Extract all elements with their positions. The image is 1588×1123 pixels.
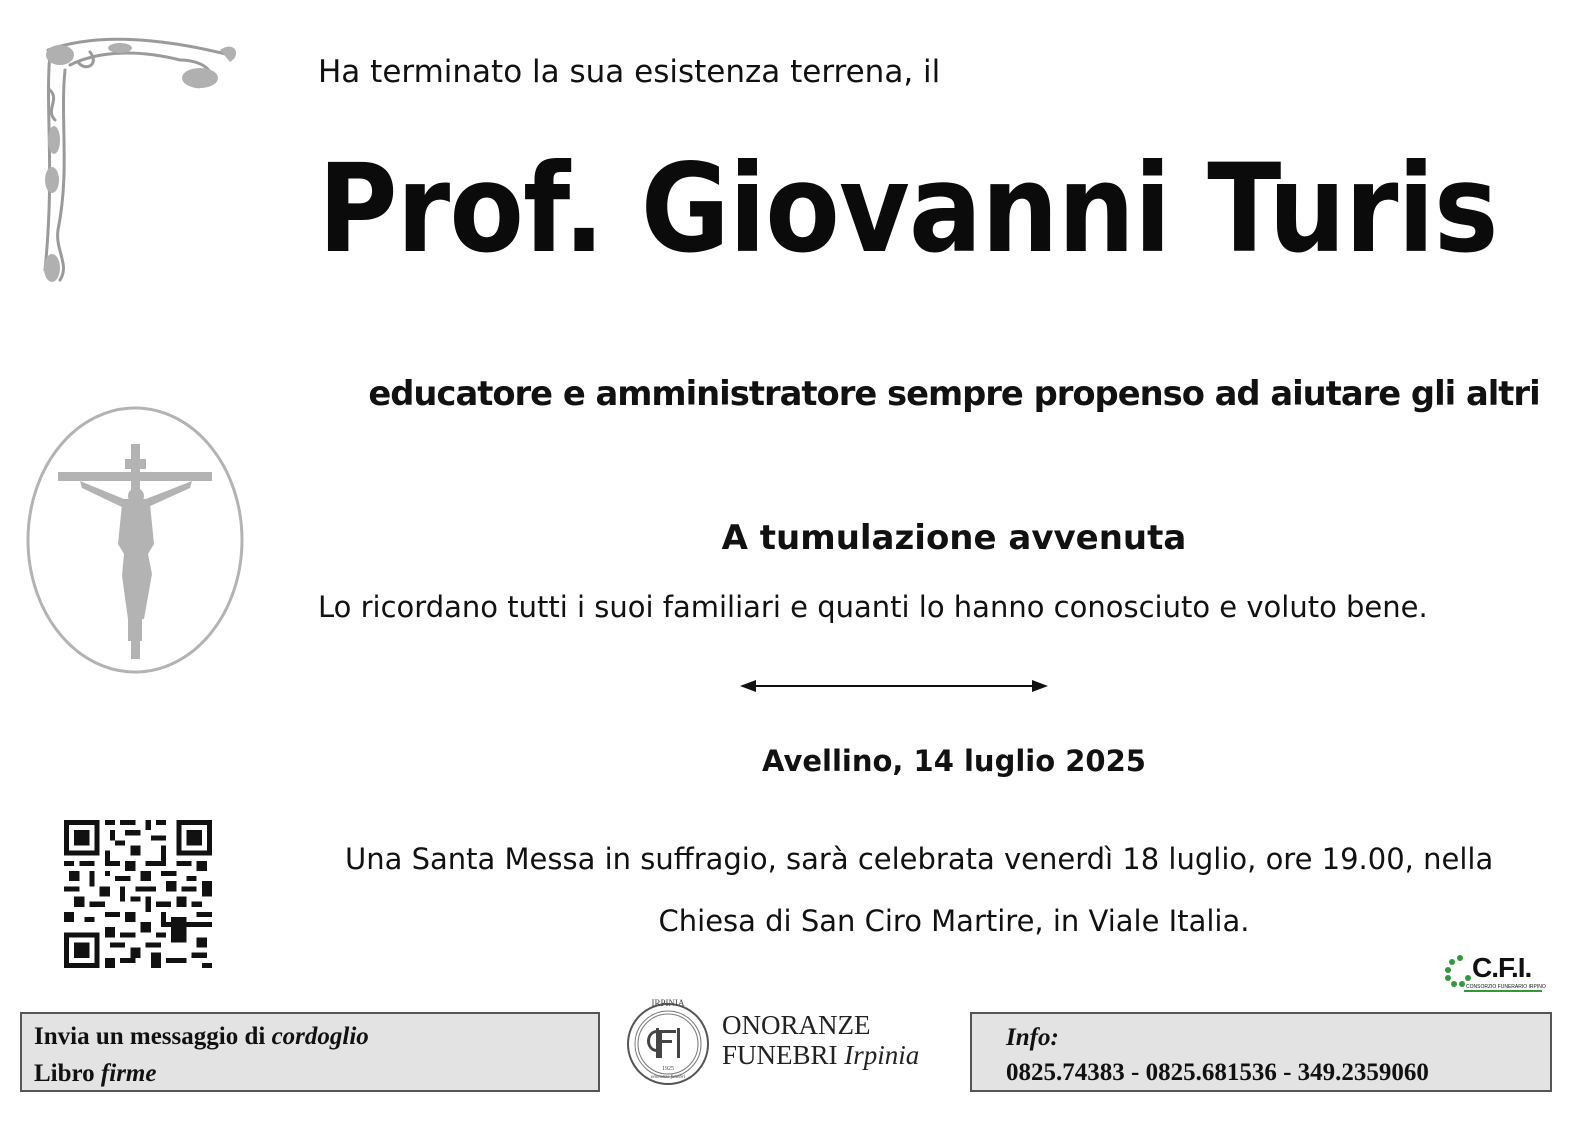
emblem-year: 1925	[662, 1066, 674, 1072]
qr-code-icon[interactable]	[64, 820, 212, 968]
burial-note: A tumulazione avvenuta	[721, 518, 1187, 558]
info-label: Info:	[1006, 1024, 1059, 1051]
cfi-logo-text: C.F.I.	[1472, 952, 1532, 983]
info-phones[interactable]: 0825.74383 - 0825.681536 - 349.2359060	[1006, 1059, 1429, 1086]
condolence-link-italic: cordoglio	[271, 1023, 369, 1050]
agency-name-line2-prefix: FUNEBRI	[722, 1040, 845, 1070]
condolence-link-prefix: Invia un messaggio di	[34, 1023, 272, 1050]
guestbook-link-prefix: Libro	[34, 1060, 101, 1087]
condolence-link[interactable]	[34, 1018, 586, 1055]
info-box	[970, 1012, 1552, 1092]
intro-text: Ha terminato la sua esistenza terrena, il	[318, 54, 941, 90]
double-arrow-divider-icon	[740, 676, 1048, 696]
cfi-logo-subtext: CONSORZIO FUNERARIO IRPINO	[1466, 984, 1546, 990]
floral-corner-ornament-icon	[30, 30, 245, 285]
remembrance-text: Lo ricordano tutti i suoi familiari e quanti lo hanno conosciuto e voluto bene.	[318, 590, 1428, 624]
guestbook-link[interactable]	[34, 1055, 586, 1092]
cfi-logo	[1442, 950, 1546, 996]
agency-name-line1: ONORANZE	[722, 1010, 871, 1040]
emblem-top-text: IRPINIA	[651, 998, 685, 1008]
place-date: Avellino, 14 luglio 2025	[762, 744, 1146, 778]
agency-name-line2-italic: Irpinia	[844, 1040, 920, 1070]
condolence-box[interactable]	[20, 1012, 600, 1092]
emblem-bottom-text: onoranze funebri	[650, 1075, 686, 1080]
mass-announcement-line2: Chiesa di San Ciro Martire, in Viale Italia.	[658, 904, 1250, 938]
mass-announcement-line1: Una Santa Messa in suffragio, sarà celebrata venerdì 18 luglio, ore 19.00, nella	[345, 842, 1494, 876]
agency-name	[722, 1010, 919, 1070]
agency-name-line2	[722, 1040, 919, 1070]
guestbook-link-italic: firme	[100, 1060, 157, 1087]
deceased-name: Prof. Giovanni Turis	[318, 138, 1498, 280]
deceased-tagline: educatore e amministratore sempre propenso ad aiutare gli altri	[368, 374, 1540, 413]
agency-emblem-icon	[620, 990, 716, 1090]
